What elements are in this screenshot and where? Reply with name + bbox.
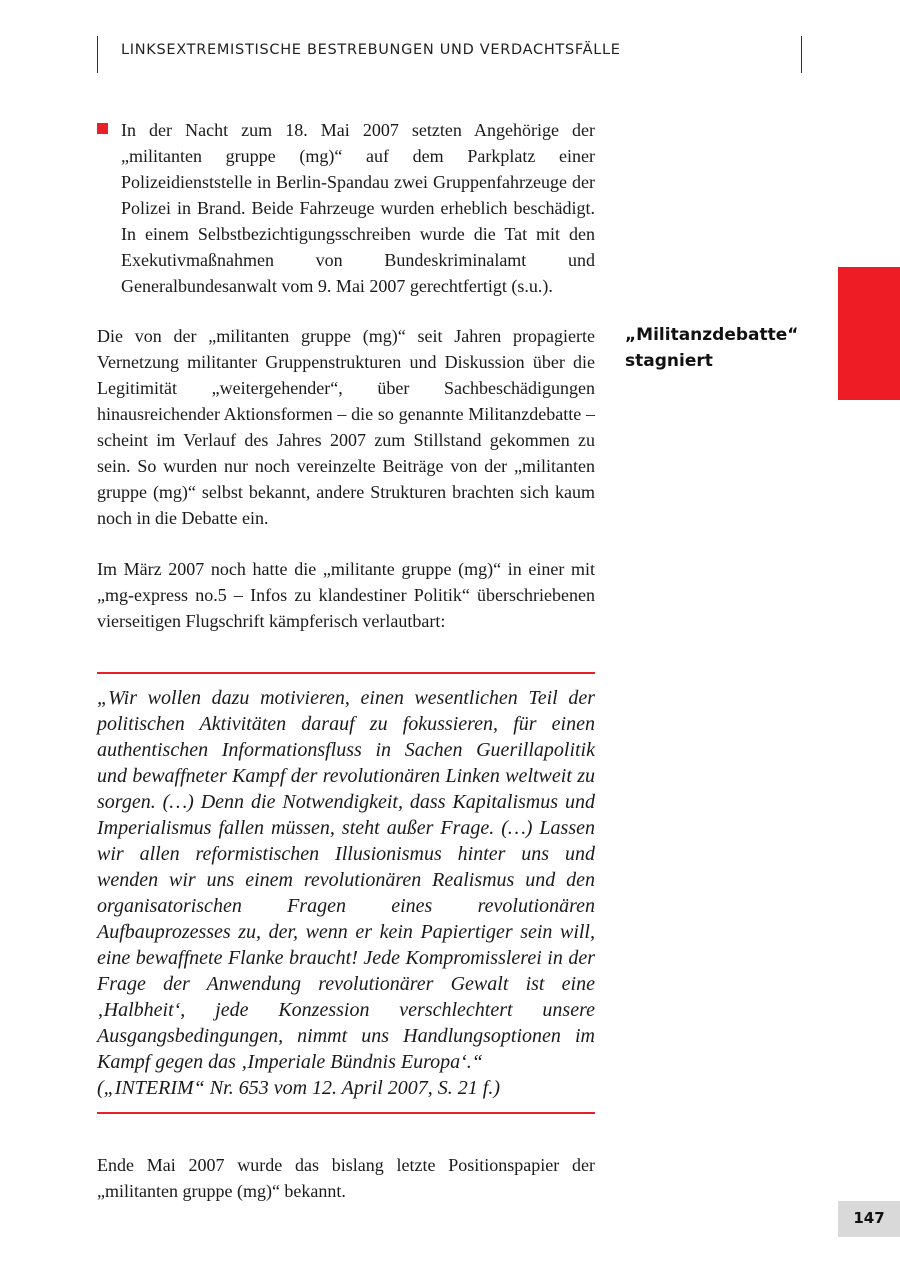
bullet-paragraph: In der Nacht zum 18. Mai 2007 setzten Angehörige der „militanten gruppe (mg)“ auf dem Parkplatz einer Polizeidienststelle in Berlin-Spandau zwei Gruppenfahrzeuge der Polizei in Brand. Beide Fahrzeuge wurden erheblich beschädigt. In einem Selbstbezichtigungsschreiben wurde die Tat mit den Exekutivmaßnahmen von Bundeskriminalamt und Generalbundesanwalt vom 9. Mai 2007 gerechtfertigt (s.u.). [121,120,595,296]
paragraph-positionspapier: Ende Mai 2007 wurde das bislang letzte Positionspapier der „militanten gruppe (mg)“ bekannt. [97,1155,595,1201]
side-heading-line-2: stagniert [625,351,713,371]
quote-block [97,685,595,1101]
header-right-rule [801,36,802,73]
side-heading-line-1: „Militanzdebatte“ [625,325,799,345]
quote-text: „Wir wollen dazu motivieren, einen wesentlichen Teil der politischen Aktivitäten darauf zu fokussieren, für einen authentischen Informationsfluss in Sachen Guerillapolitik und bewaffneter Kampf der revolutionären Linken weltweit zu sorgen. (…) Denn die Notwendigkeit, dass Kapitalismus und Imperialismus fallen müssen, steht außer Frage. (…) Lassen wir allen reformistischen Illusionismus hinter uns und wenden wir uns einem revolutionären Realismus und den organisatorischen Fragen eines revolutionären Aufbauprozesses zu, der, wenn er kein Papiertiger sein will, eine bewaffnete Flanke braucht! Jede Kompromisslerei in der Frage der Anwendung revolutionärer Gewalt ist eine ‚Halbheit‘, jede Konzession verschlechtert unsere Ausgangsbedingungen, nimmt uns Handlungsoptionen im Kampf gegen das ‚Imperiale Bündnis Europa‘.“ [97,687,595,1073]
quote-bottom-rule [97,1112,595,1114]
quote-citation: („INTERIM“ Nr. 653 vom 12. April 2007, S. 21 f.) [97,1077,500,1099]
quote-top-rule [97,672,595,674]
header-left-rule [97,36,98,73]
paragraph-militanzdebatte: Die von der „militanten gruppe (mg)“ seit Jahren propagierte Vernetzung militanter Gruppenstrukturen und Diskussion über die Legitimität „weitergehender“, über Sachbeschädigungen hinausreichender Aktionsformen – die so genannte Militanzdebatte – scheint im Verlauf des Jahres 2007 zum Stillstand gekommen zu sein. So wurden nur noch vereinzelte Beiträge von der „militanten gruppe (mg)“ selbst bekannt, andere Strukturen brachten sich kaum noch in die Debatte ein. [97,326,595,528]
bullet-marker [97,123,108,134]
side-heading [625,322,825,374]
page-number: 147 [838,1201,900,1237]
chapter-tab [838,267,900,400]
paragraph-flugschrift: Im März 2007 noch hatte die „militante gruppe (mg)“ in einer mit „mg-express no.5 – Infos zu klandestiner Politik“ überschriebenen vierseitigen Flugschrift kämpferisch verlautbart: [97,559,595,631]
running-header: LINKSEXTREMISTISCHE BESTREBUNGEN UND VERDACHTSFÄLLE [121,42,621,58]
